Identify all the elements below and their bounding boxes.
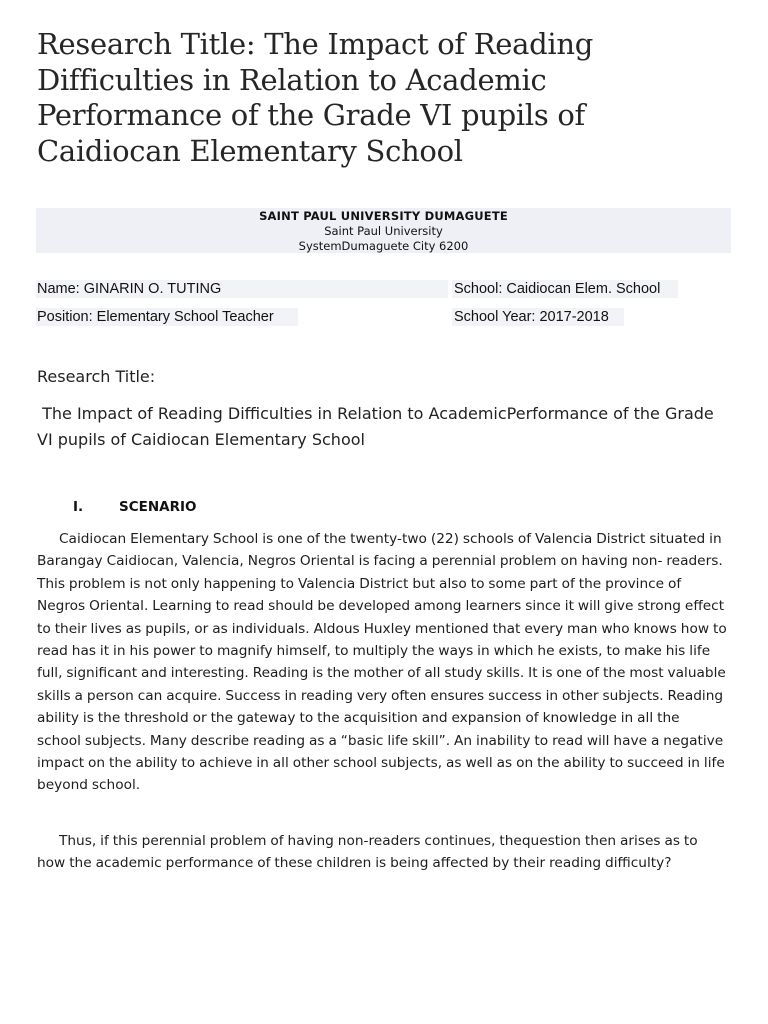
research-title-text [37,401,717,453]
author-name: Name: GINARIN O. TUTING [37,281,222,297]
document-title: Research Title: The Impact of Reading Difficulties in Relation to Academic Performance of the Grade VI pupils of Caidiocan Elementary School [37,27,594,168]
research-title-value: The Impact of Reading Difficulties in Relation to AcademicPerformance of the Grade VI pupils of Caidiocan Elementary School [37,404,714,449]
section-title: SCENARIO [119,499,197,515]
school-year: School Year: 2017-2018 [454,309,609,325]
institution-header [36,208,731,253]
section-number: I. [73,499,84,515]
scenario-paragraph: Caidiocan Elementary School is one of the twenty-two (22) schools of Valencia District situated in Barangay Caidiocan, Valencia, Negros Oriental is facing a perennial problem on having non- readers. This problem is not only happening to Valencia District but also to some part of the province of Negros Oriental. Learning to read should be developed among learners since it will give strong effect to their lives as pupils, or as individuals. Aldous Huxley mentioned that every man who knows how to read has it in his power to magnify himself, to multiply the ways in which he exists, to make his life full, significant and interesting. Reading is the mother of all study skills. It is one of the most valuable skills a person can acquire. Success in reading very often ensures success in other subjects. Reading ability is the threshold or the gateway to the acquisition and expansion of knowledge in all the school subjects. Many describe reading as a “basic life skill”. An inability to read will have a negative impact on the ability to achieve in all other school subjects, as well as on the ability to succeed in life beyond school. [37,531,727,794]
institution-line-2: Saint Paul University [324,224,443,238]
section-heading [73,498,197,516]
author-position: Position: Elementary School Teacher [37,309,274,325]
institution-name: SAINT PAUL UNIVERSITY DUMAGUETE [259,209,508,223]
research-title-label: Research Title: [37,367,156,386]
institution-line-3: SystemDumaguete City 6200 [298,239,469,253]
scenario-paragraph: Thus, if this perennial problem of having non-readers continues, thequestion then arises as to how the academic performance of these children is being affected by their reading difficulty? [37,833,698,872]
author-school: School: Caidiocan Elem. School [454,281,661,297]
